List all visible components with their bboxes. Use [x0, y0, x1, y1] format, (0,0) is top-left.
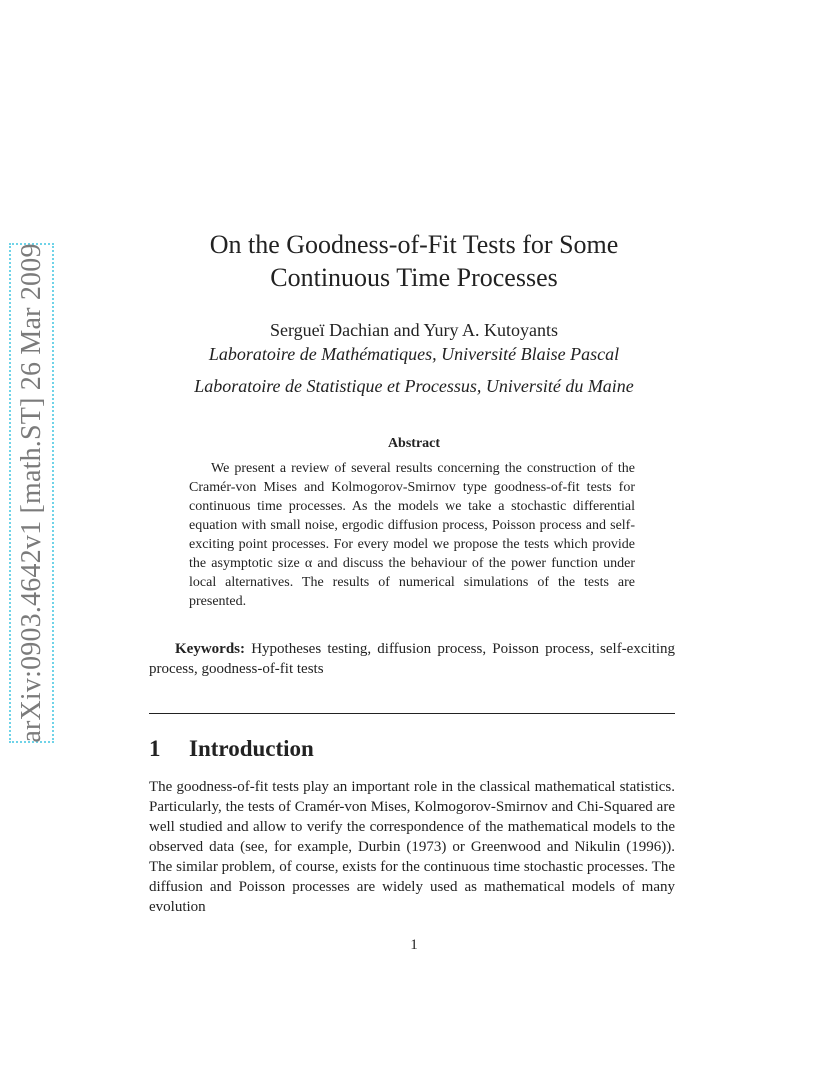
page-number: 1 [410, 937, 418, 953]
paper-title [0, 228, 828, 294]
introduction-paragraph: The goodness-of-fit tests play an important role in the classical mathematical statistics. Particularly, the tests of Cramér-von Mises, Kolmogorov-Smirnov and Chi-Squared are well studied and allow to verify the correspondence of the mathematical models to the observed data (see, for example, Durbin (1973) or Greenwood and Nikulin (1996)). The similar problem, of course, exists for the continuous time stochastic processes. The diffusion and Poisson processes are widely used as mathematical models of many evolution [149, 779, 675, 915]
keywords-label: Keywords: [175, 641, 245, 657]
keywords [149, 639, 675, 679]
horizontal-rule [149, 713, 675, 714]
section-heading [149, 736, 314, 762]
arxiv-identifier: arXiv:0903.4642v1 [math.ST] 26 Mar 2009 [15, 243, 47, 743]
authors: Sergueï Dachian and Yury A. Kutoyants [270, 320, 558, 340]
section-number: 1 [149, 736, 161, 761]
title-line-2: Continuous Time Processes [270, 263, 558, 292]
abstract-body: We present a review of several results concerning the construction of the Cramér-von Mises and Kolmogorov-Smirnov type goodness-of-fit tests for continuous time processes. As the models we take a stochastic differential equation with small noise, ergodic diffusion process, Poisson process and self-exciting point processes. For every model we propose the tests which provide the asymptotic size α and discuss the behaviour of the power function under local alternatives. The results of numerical simulations of the tests are presented. [189, 461, 635, 609]
keywords-text: Hypotheses testing, diffusion process, Poisson process, self-exciting process, goodness-of-fit tests [149, 641, 676, 677]
affiliation-2: Laboratoire de Statistique et Processus, Université du Maine [194, 376, 634, 396]
section-title: Introduction [189, 736, 314, 761]
title-line-1: On the Goodness-of-Fit Tests for Some [209, 230, 619, 259]
abstract-heading: Abstract [387, 436, 441, 451]
affiliation-1: Laboratoire de Mathématiques, Université Blaise Pascal [208, 344, 620, 364]
